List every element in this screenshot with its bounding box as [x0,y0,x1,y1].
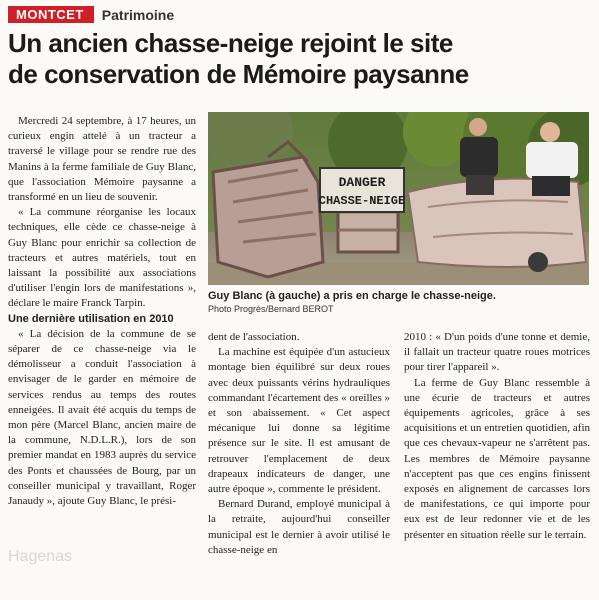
photo-illustration [208,112,589,285]
paragraph: « La commune réorganise les locaux techniques, elle cède ce chasse-neige à Guy Blanc pour enrichir sa collection de tracteurs et autres matériels, tout en laissant la possibilité aux associations d'utiliser l'engin lors de manifestations », déclare le maire Franck Tarpin. [8,206,196,310]
headline-line-2: de conservation de Mémoire paysanne [8,59,469,89]
headline-line-1: Un ancien chasse-neige rejoint le site [8,28,453,58]
svg-text:CHASSE-NEIGE: CHASSE-NEIGE [318,194,406,208]
subheading: Une dernière utilisation en 2010 [8,312,174,325]
article-column-3 [404,330,590,543]
paragraph: 2010 : « D'un poids d'une tonne et demie, il fallait un tracteur quatre roues motrices pour tirer l'appareil ». [404,331,590,374]
watermark: Hagenas [8,548,73,565]
rubric-label: Patrimoine [101,6,175,23]
location-tag: MONTCET [8,6,94,23]
svg-text:DANGER: DANGER [338,175,386,190]
photo-caption [208,289,593,316]
section-kicker [8,6,174,23]
article-photo [208,112,589,285]
paragraph: La ferme de Guy Blanc ressemble à une écurie de tracteurs et autres équipements agricoles, grâce à ses acquisitions et un entretien quotidien, afin que ces chevaux-vapeur ne s'arrêtent pas. Les membres de Mémoire paysanne n'acceptent pas que ces engins finissent exposés en alignement de carcasses lors de manifestations, ce qui importe pour eux est de leur redonner vie et de les présenter en situation réelle sur le terrain. [404,376,590,541]
paragraph: Bernard Durand, employé municipal à la retraite, aujourd'hui conseiller municipal est le dernier à avoir utilisé le chasse-neige en [208,498,390,556]
headline [8,28,593,90]
article-column-1 [8,114,196,509]
paragraph: dent de l'association. [208,331,300,343]
photo-credit: Photo Progrès/Bernard BEROT [208,304,334,314]
article-column-2 [208,330,390,558]
caption-text: Guy Blanc (à gauche) a pris en charge le chasse-neige. [208,290,496,302]
paragraph: Mercredi 24 septembre, à 17 heures, un curieux engin attelé à un tracteur a traversé le village pour se rendre rue des Manins à la ferme familiale de Guy Blanc, que l'association Mémoire paysanne a transformé en un lieu de souvenir. [8,115,196,204]
paragraph: « La décision de la commune de se séparer de ce chasse-neige via le démolisseur a conduit l'association à envisager de le garder en mémoire de services rendus au temps des routes enneigées. Il avait été acquis du temps de mon père (Marcel Blanc, ancien maire de la commune, N.D.L.R.), lors de son premier mandat en 1983 auprès du service des Ponts et chaussées de Bourg, par un conseiller municipal y travaillant, Roger Janaudy », ajoute Guy Blanc, le prési- [8,327,196,508]
danger-sign [319,168,405,212]
paragraph: La machine est équipée d'un astucieux montage bien équilibré sur deux roues avec deux puissants vérins hydrauliques commandant l'écartement des « oreilles » et son abaissement. « Cet aspect mécanique lui donne sa légitime présence sur le site. Il est amusant de retrouver l'emplacement de deux drapeaux indicateurs de danger, une autre époque », commente le président. [208,346,390,496]
